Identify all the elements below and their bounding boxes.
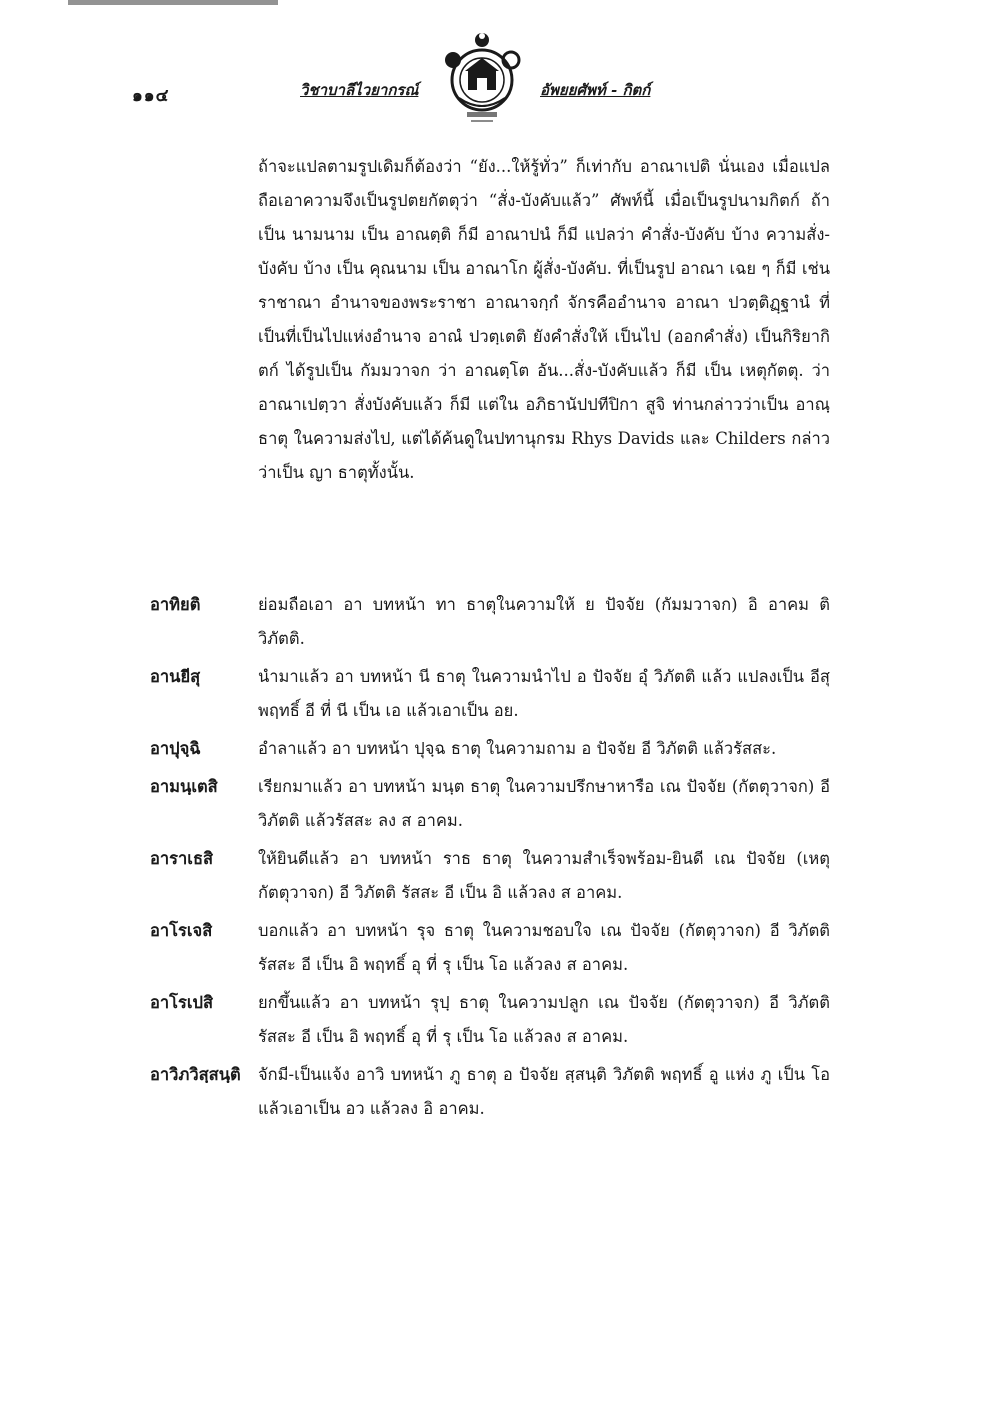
entry-definition: ยกขึ้นแล้ว อา บทหน้า รุปฺ ธาตุ ในความปลูก เณ ปัจจัย (กัตตุวาจก) อี วิภัตติ รัสสะ อี เป็น อิ พฤทธิ์ อุ ที่ รุ เป็น โอ แล้วลง ส อาคม.	[258, 993, 830, 1046]
glossary-entry	[150, 986, 830, 1054]
entry-definition: ย่อมถือเอา อา บทหน้า ทา ธาตุในความให้ ย ปัจจัย (กัมมวาจก) อิ อาคม ติ วิภัตติ.	[258, 595, 830, 648]
glossary-list	[150, 588, 830, 1130]
entry-term: อามนฺเตสิ	[150, 777, 218, 796]
glossary-entry	[150, 842, 830, 910]
glossary-entry	[150, 914, 830, 982]
chapter-title: อัพยยศัพท์ - กิตก์	[540, 81, 651, 99]
entry-term: อาวิภวิสฺสนฺติ	[150, 1065, 241, 1084]
entry-definition: เรียกมาแล้ว อา บทหน้า มนฺต ธาตุ ในความปรึกษาหารือ เณ ปัจจัย (กัตตุวาจก) อี วิภัตติ แล้วรัสสะ ลง ส อาคม.	[258, 777, 830, 830]
page-header	[0, 0, 1000, 150]
entry-definition: ให้ยินดีแล้ว อา บทหน้า ราธ ธาตุ ในความสำเร็จพร้อม-ยินดี เณ ปัจจัย (เหตุกัตตุวาจก) อี วิภัตติ รัสสะ อี เป็น อิ แล้วลง ส อาคม.	[258, 849, 830, 902]
emblem-seal-icon	[437, 28, 527, 128]
entry-term: อานยีสุ	[150, 667, 201, 686]
glossary-entry	[150, 588, 830, 656]
glossary-entry	[150, 732, 830, 766]
glossary-entry	[150, 1058, 830, 1126]
entry-definition: นำมาแล้ว อา บทหน้า นี ธาตุ ในความนำไป อ ปัจจัย อุํ วิภัตติ แล้ว แปลงเป็น อีสุ พฤทธิ์ อี ที่ นี เป็น เอ แล้วเอาเป็น อย.	[258, 667, 830, 720]
glossary-entry	[150, 660, 830, 728]
entry-definition: จักมี-เป็นแจ้ง อาวิ บทหน้า ภู ธาตุ อ ปัจจัย สฺสนฺติ วิภัตติ พฤทธิ์ อู แห่ง ภู เป็น โอ แล้วเอาเป็น อว แล้วลง อิ อาคม.	[258, 1065, 830, 1118]
continuation-paragraph	[258, 150, 830, 490]
paragraph-text: ถ้าจะแปลตามรูปเดิมก็ต้องว่า “ยัง...ให้รู้ทั่ว” ก็เท่ากับ อาณาเปติ นั่นเอง เมื่อแปลถือเอาความจึงเป็นรูปตยกัตตุว่า “สั่ง-บังคับแล้ว” ศัพท์นี้ เมื่อเป็นรูปนามกิตก์ ถ้าเป็น นามนาม เป็น อาณตฺติ ก็มี อาณาปนํ ก็มี แปลว่า คำสั่ง-บังคับ บ้าง ความสั่ง-บังคับ บ้าง เป็น คุณนาม เป็น อาณาโก ผู้สั่ง-บังคับ. ที่เป็นรูป อาณา เฉย ๆ ก็มี เช่น ราชาณา อำนาจของพระราชา อาณาจกฺกํ จักรคืออำนาจ อาณา ปวตฺติฏฺฐานํ ที่เป็นที่เป็นไปแห่งอำนาจ อาณํ ปวตฺเตติ ยังคำสั่งให้ เป็นไป (ออกคำสั่ง) เป็นกิริยากิตก์ ได้รูปเป็น กัมมวาจก ว่า อาณตฺโต อัน...สั่ง-บังคับแล้ว ก็มี เป็น เหตุกัตตุ. ว่า อาณาเปตฺวา สั่งบังคับแล้ว ก็มี แต่ใน อภิธานัปปทีปิกา สูจิ ท่านกล่าวว่าเป็น อาณฺ ธาตุ ในความส่งไป, แต่ได้ค้นดูในปทานุกรม Rhys Davids และ Childers กล่าวว่าเป็น ญา ธาตุทั้งนั้น.	[258, 157, 830, 482]
entry-term: อาโรเจสิ	[150, 921, 213, 940]
entry-term: อาปุจฺฉิ	[150, 739, 201, 758]
book-title: วิชาบาลีไวยากรณ์	[300, 81, 419, 99]
page-number: ๑๑๔	[132, 86, 170, 106]
entry-definition: อำลาแล้ว อา บทหน้า ปุจฺฉ ธาตุ ในความถาม อ ปัจจัย อี วิภัตติ แล้วรัสสะ.	[258, 739, 777, 758]
entry-term: อาโรเปสิ	[150, 993, 214, 1012]
glossary-entry	[150, 770, 830, 838]
entry-definition: บอกแล้ว อา บทหน้า รุจ ธาตุ ในความชอบใจ เณ ปัจจัย (กัตตุวาจก) อี วิภัตติ รัสสะ อี เป็น อิ พฤทธิ์ อุ ที่ รุ เป็น โอ แล้วลง ส อาคม.	[258, 921, 830, 974]
entry-term: อาทิยติ	[150, 595, 201, 614]
entry-term: อาราเธสิ	[150, 849, 214, 868]
